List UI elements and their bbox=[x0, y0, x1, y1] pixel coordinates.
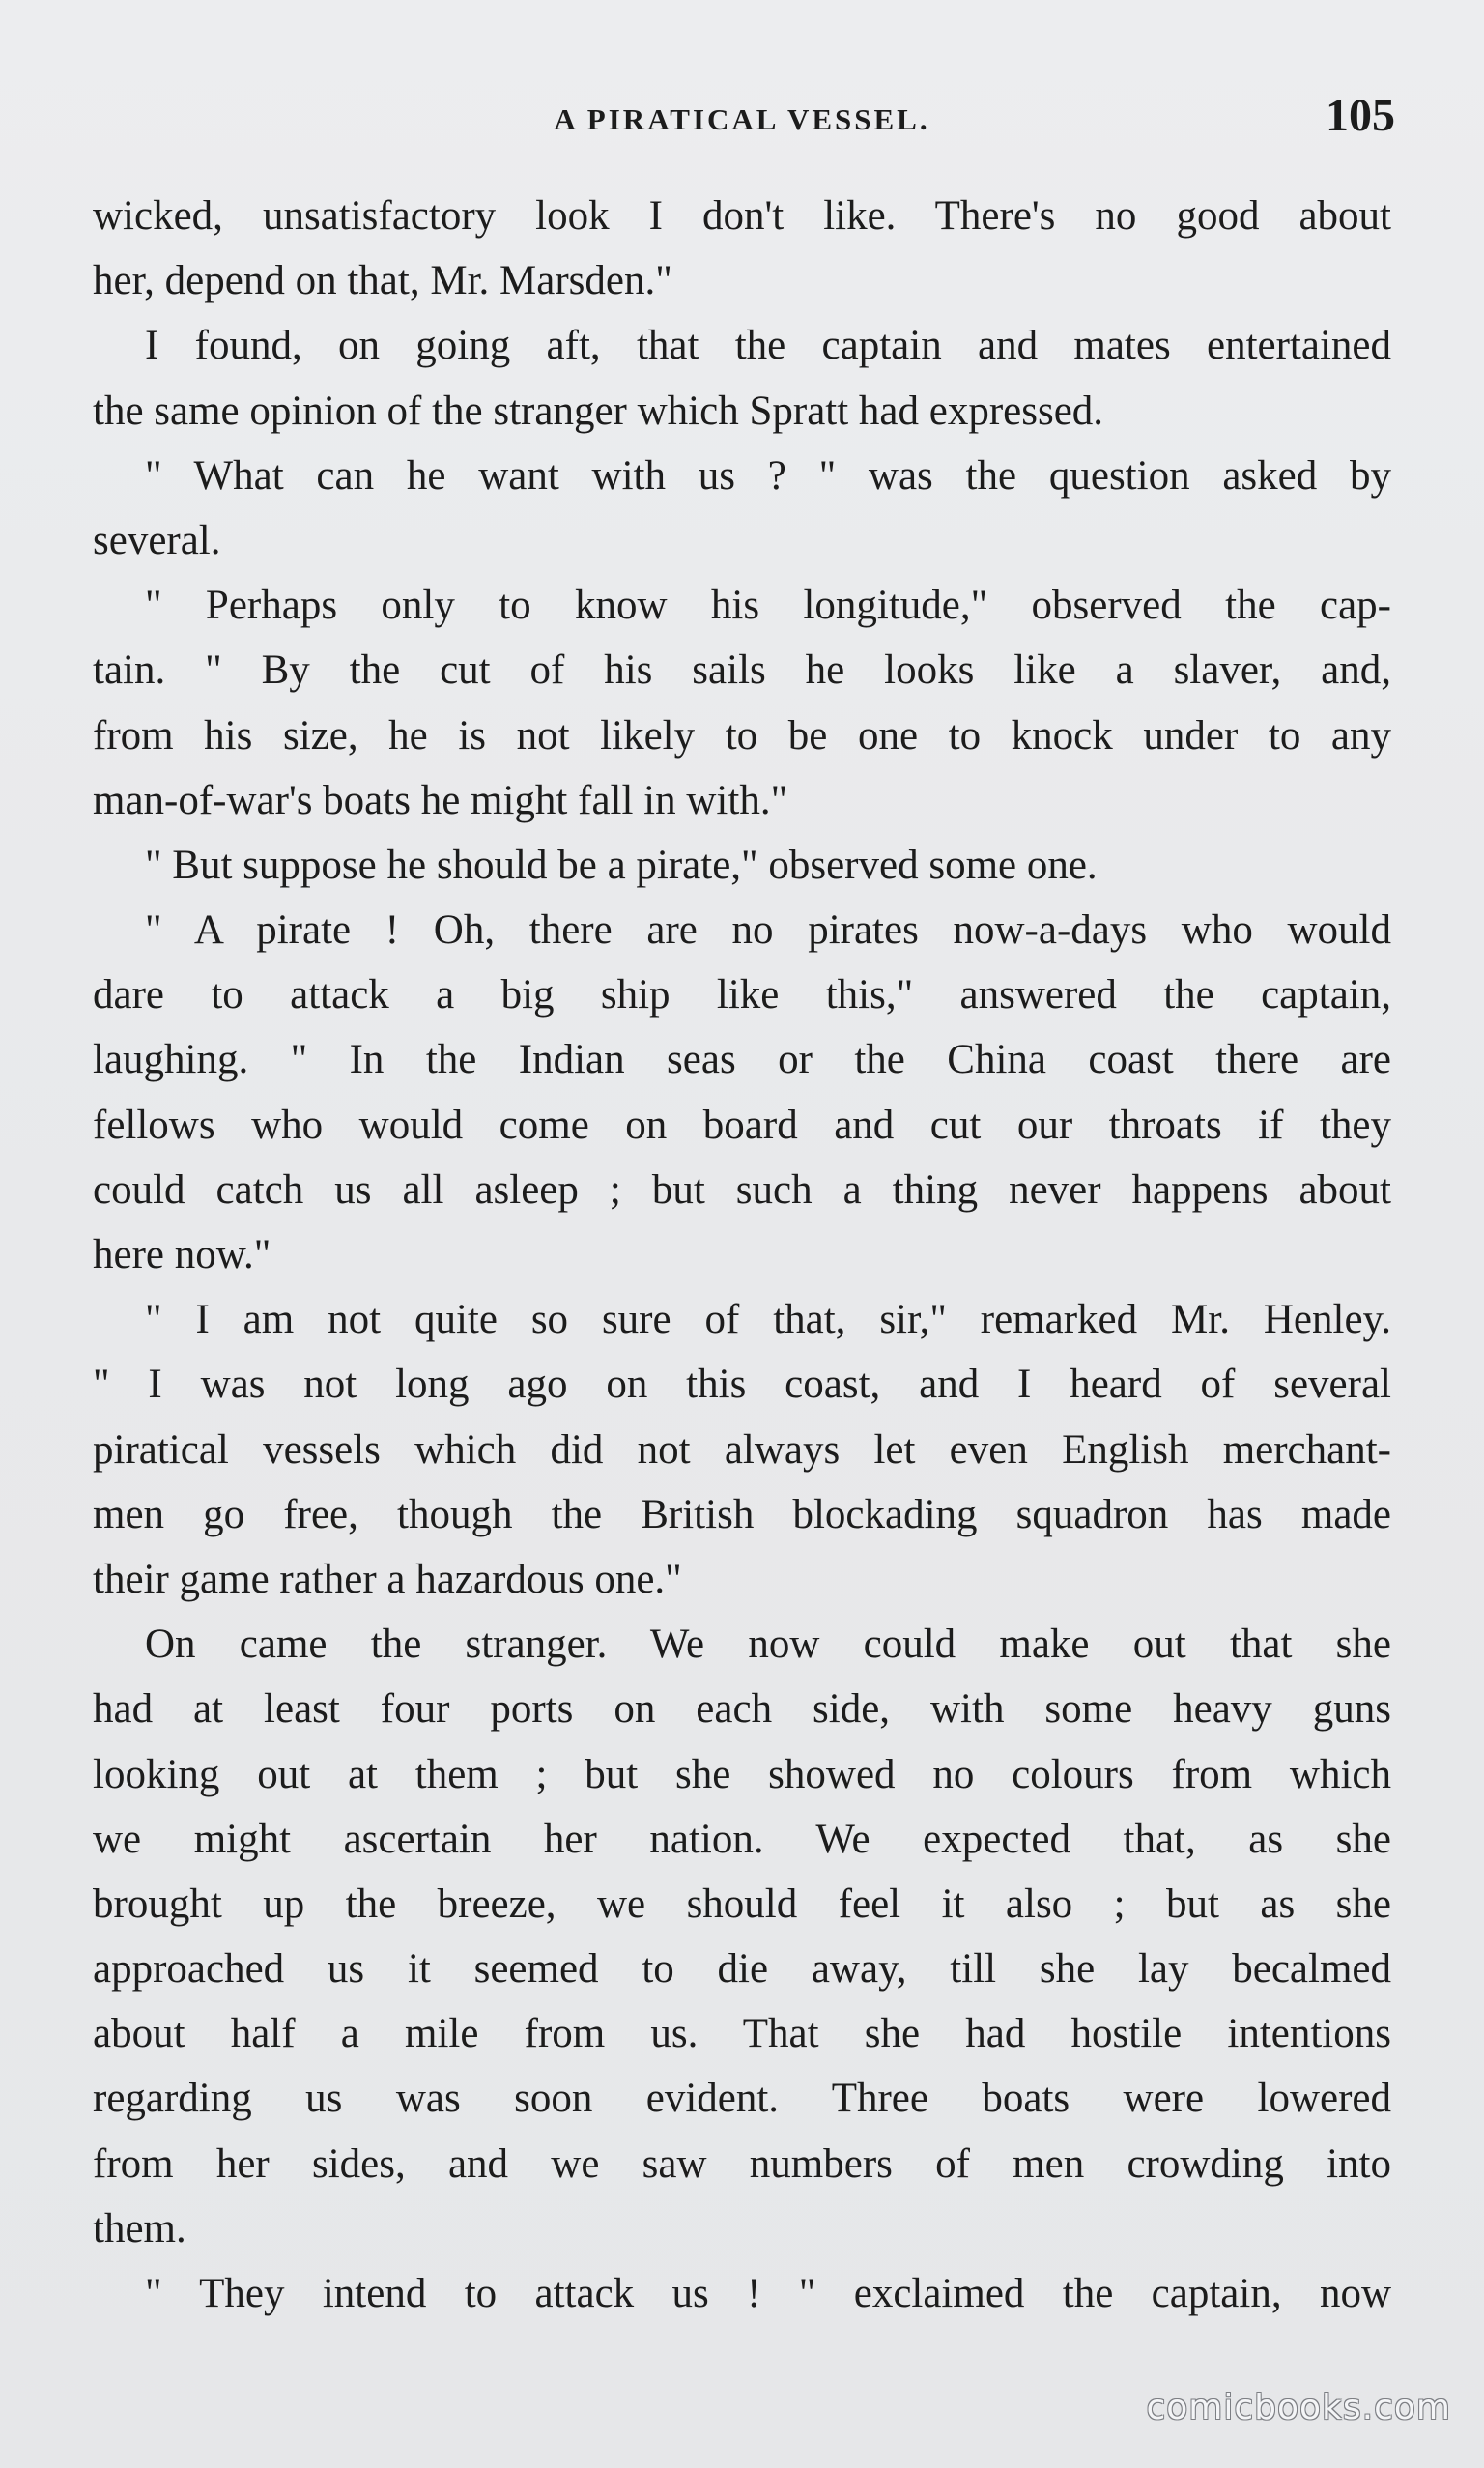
text-line: here now." bbox=[93, 1232, 271, 1277]
text-line: " A pirate ! Oh, there are no pirates now-a-days who would bbox=[145, 907, 1391, 954]
text-line: we might ascertain her nation. We expected that, as she bbox=[93, 1816, 1391, 1862]
text-line: " They intend to attack us ! " exclaimed the captain, now bbox=[145, 2271, 1391, 2316]
text-line: dare to attack a big ship like this," answered the captain, bbox=[93, 972, 1391, 1019]
running-title: A PIRATICAL VESSEL. bbox=[554, 102, 930, 136]
text-line: wicked, unsatisfactory look I don't like. There's no good about bbox=[93, 193, 1391, 239]
text-line: " What can he want with us ? " was the question asked by bbox=[145, 452, 1391, 499]
running-head bbox=[89, 89, 1395, 147]
text-line: from his size, he is not likely to be one to knock under to any bbox=[93, 712, 1391, 759]
text-line: several. bbox=[93, 517, 221, 563]
text-line: men go free, though the British blockading squadron has made bbox=[93, 1491, 1391, 1537]
text-line: brought up the breeze, we should feel it also ; but as she bbox=[93, 1880, 1391, 1927]
text-line: laughing. " In the Indian seas or the China coast there are bbox=[93, 1037, 1391, 1083]
text-line: I found, on going aft, that the captain and mates entertained bbox=[145, 323, 1391, 369]
text-line: man-of-war's boats he might fall in with." bbox=[93, 777, 788, 823]
text-line: fellows who would come on board and cut our throats if they bbox=[93, 1102, 1391, 1148]
text-line: tain. " By the cut of his sails he looks like a slaver, and, bbox=[93, 647, 1391, 694]
body-text bbox=[93, 184, 1391, 2326]
text-line: " I am not quite so sure of that, sir," remarked Mr. Henley. bbox=[145, 1297, 1391, 1343]
text-line: On came the stranger. We now could make out that she bbox=[145, 1621, 1391, 1668]
text-line: her, depend on that, Mr. Marsden." bbox=[93, 258, 672, 304]
text-line: regarding us was soon evident. Three boats were lowered bbox=[93, 2076, 1391, 2122]
text-line: their game rather a hazardous one." bbox=[93, 1556, 682, 1602]
text-line: approached us it seemed to die away, till she lay becalmed bbox=[93, 1946, 1391, 1993]
text-line: them. bbox=[93, 2205, 186, 2252]
text-line: " I was not long ago on this coast, and I heard of several bbox=[93, 1362, 1391, 1408]
watermark: comicbooks.com bbox=[1146, 2388, 1451, 2427]
page-number: 105 bbox=[1326, 90, 1395, 141]
text-line: from her sides, and we saw numbers of men crowding into bbox=[93, 2140, 1391, 2187]
text-line: the same opinion of the stranger which Spratt had expressed. bbox=[93, 387, 1104, 434]
text-line: had at least four ports on each side, with some heavy guns bbox=[93, 1686, 1391, 1733]
text-line: could catch us all asleep ; but such a thing never happens about bbox=[93, 1166, 1391, 1213]
text-line: " Perhaps only to know his longitude," observed the cap- bbox=[145, 583, 1391, 629]
text-line: looking out at them ; but she showed no colours from which bbox=[93, 1751, 1391, 1797]
text-line: about half a mile from us. That she had hostile intentions bbox=[93, 2011, 1391, 2057]
text-line: piratical vessels which did not always let even English merchant- bbox=[93, 1426, 1391, 1473]
text-line: " But suppose he should be a pirate," observed some one. bbox=[145, 842, 1098, 888]
